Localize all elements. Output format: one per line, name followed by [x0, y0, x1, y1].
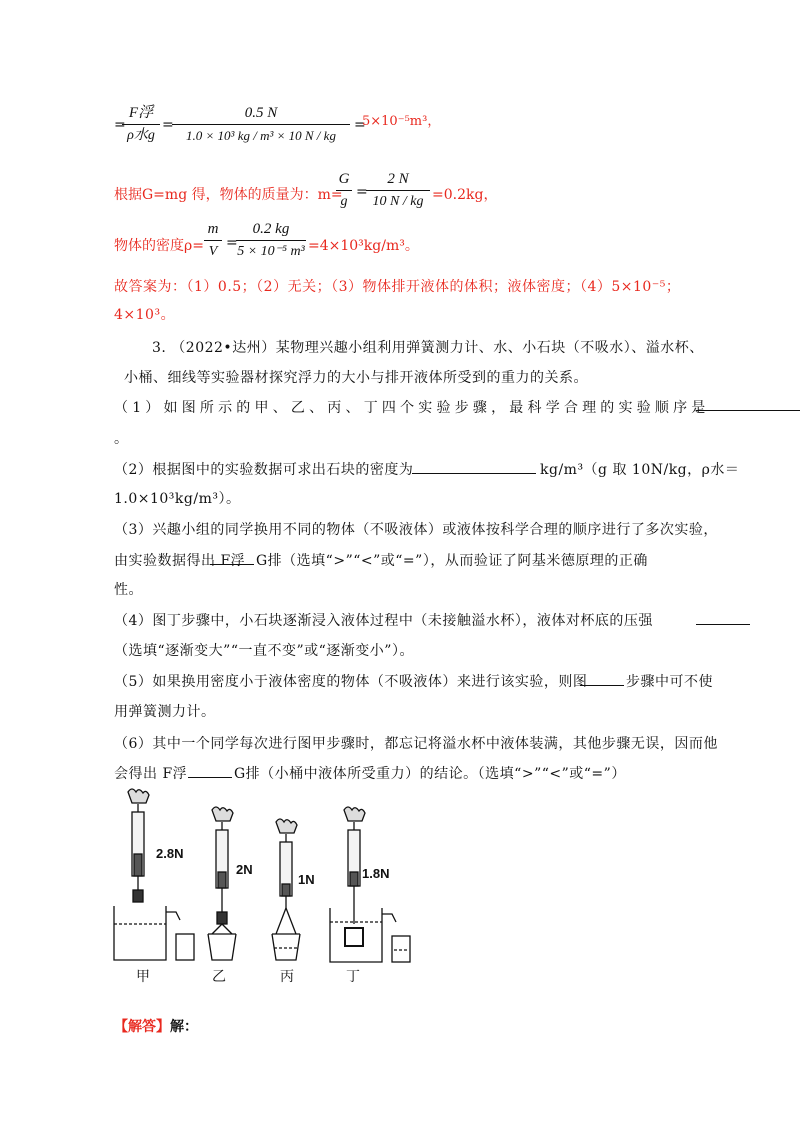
density-equals: = — [226, 235, 238, 251]
q2-answer-blank[interactable] — [412, 459, 536, 474]
reading-bing: 1N — [298, 872, 315, 887]
q6-line-2b: G排（小桶中液体所受重力）的结论。（选填“>”“<”或“=”） — [234, 766, 626, 782]
label-yi: 乙 — [212, 969, 226, 985]
q3-line-3: 性。 — [114, 582, 143, 598]
fraction-denominator: 5 × 10⁻⁵ m³ — [237, 244, 305, 259]
solution-heading — [114, 1016, 198, 1036]
mass-equals: = — [356, 184, 368, 200]
fraction-numerator: 0.5 N — [244, 105, 278, 121]
fraction-numerator: G — [338, 171, 350, 187]
step-jia-apparatus — [114, 789, 194, 960]
fraction-denominator: ρ水g — [127, 128, 155, 143]
fraction-denominator: V — [208, 244, 218, 259]
q3-line-1: （3）兴趣小组的同学换用不同的物体（不吸液体）或液体按科学合理的顺序进行了多次实验， — [114, 522, 718, 538]
solution-label: 【解答】 — [114, 1019, 170, 1035]
q2-line-1a: （2）根据图中的实验数据可求出石块的密度为 — [114, 462, 414, 478]
q5-line-2: 用弹簧测力计。 — [114, 704, 216, 720]
mass-result: =0.2kg， — [432, 187, 498, 203]
experiment-diagram — [104, 784, 424, 986]
fraction-numerator: F浮 — [128, 105, 154, 121]
density-fraction-mv — [204, 220, 222, 261]
q5-line-1b: 步骤中可不使 — [626, 674, 713, 690]
fraction-numerator: 2 N — [387, 171, 409, 187]
q4-line-2: （选填“逐渐变大”“一直不变”或“逐渐变小”）。 — [114, 643, 414, 659]
fraction-denominator: 1.0 × 10³ kg / m³ × 10 N / kg — [186, 128, 336, 143]
question-intro-2: 小桶、细线等实验器材探究浮力的大小与排开液体所受到的重力的关系。 — [124, 370, 588, 386]
reading-yi: 2N — [236, 862, 253, 877]
formula-volume-result: 5×10⁻⁵m³， — [362, 114, 441, 129]
formula-equals-start: = — [114, 117, 126, 133]
q4-line-1: （4）图丁步骤中，小石块逐渐浸入液体过程中（未接触溢水杯），液体对杯底的压强 — [114, 613, 653, 629]
question-intro-1: 3. （2022•达州）某物理兴趣小组利用弹簧测力计、水、小石块（不吸水）、溢水杯、 — [152, 340, 704, 356]
density-line-prefix: 物体的密度ρ= — [114, 238, 204, 254]
q1-answer-blank[interactable] — [696, 396, 800, 411]
q4-answer-blank[interactable] — [696, 610, 750, 625]
fraction-denominator: g — [340, 194, 348, 209]
solution-text: 解： — [170, 1019, 198, 1035]
reading-ding: 1.8N — [362, 866, 390, 881]
fraction-numerator: 0.2 kg — [252, 221, 290, 237]
reading-jia: 2.8N — [156, 846, 184, 861]
q6-answer-blank[interactable] — [188, 763, 232, 778]
q6-line-1: （6）其中一个同学每次进行图甲步骤时，都忘记将溢水杯中液体装满，其他步骤无误，因而他 — [114, 736, 718, 752]
label-jia: 甲 — [136, 969, 150, 985]
q1-line-2: 。 — [114, 431, 129, 447]
q2-line-1b: kg/m³（g 取 10N/kg，ρ水＝ — [540, 462, 740, 478]
q3-line-2b: G排（选填“>”“<”或“=”），从而验证了阿基米德原理的正确 — [256, 553, 648, 569]
experiment-figure — [104, 784, 424, 986]
mass-fraction-value — [366, 170, 430, 211]
mass-fraction-g — [336, 170, 352, 211]
q5-line-1a: （5）如果换用密度小于液体密度的物体（不吸液体）来进行该实验，则图 — [114, 674, 588, 690]
q3-answer-blank[interactable] — [210, 550, 254, 565]
step-ding-apparatus — [330, 807, 410, 962]
fraction-denominator: 10 N / kg — [372, 194, 424, 209]
label-ding: 丁 — [346, 969, 360, 985]
q2-line-2: 1.0×10³kg/m³）。 — [114, 491, 241, 507]
answer-line-2: 4×10³。 — [114, 307, 176, 323]
formula-equals: = — [162, 117, 174, 133]
formula-equals: = — [354, 117, 366, 133]
answer-line-1: 故答案为：（1）0.5；（2）无关；（3）物体排开液体的体积；液体密度；（4）5×10⁻⁵； — [114, 279, 681, 295]
label-bing: 丙 — [280, 969, 294, 985]
step-bing-apparatus — [272, 819, 300, 960]
mass-line-prefix: 根据G=mg 得，物体的质量为：m= — [114, 187, 343, 203]
q6-line-2a: 会得出 F浮 — [114, 766, 188, 782]
step-yi-apparatus — [208, 807, 236, 960]
density-result: =4×10³kg/m³。 — [308, 238, 419, 254]
density-fraction-value — [236, 220, 306, 261]
q5-answer-blank[interactable] — [580, 671, 624, 686]
q3-line-2a: 由实验数据得出 F浮 — [114, 553, 246, 569]
q1-line-1: （1）如图所示的甲、乙、丙、丁四个实验步骤，最科学合理的实验顺序是 — [114, 400, 710, 416]
formula-fraction-fbuoy — [122, 104, 160, 145]
fraction-numerator: m — [207, 221, 219, 237]
formula-fraction-volume — [172, 104, 350, 145]
